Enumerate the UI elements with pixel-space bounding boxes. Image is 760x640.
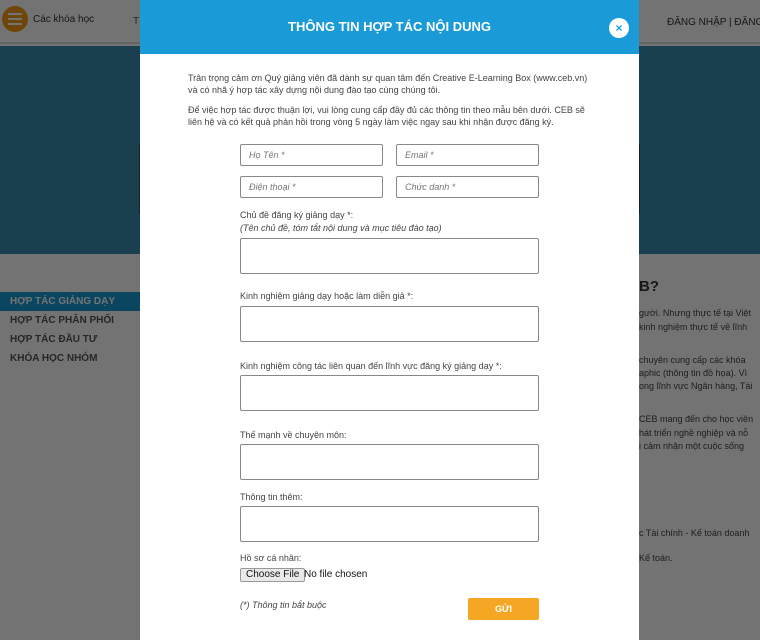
email-input[interactable] <box>396 144 539 166</box>
required-note: (*) Thông tin bắt buộc <box>240 600 327 610</box>
modal-title: THÔNG TIN HỢP TÁC NỘI DUNG <box>288 19 491 34</box>
profile-label: Hồ sơ cá nhân: <box>240 553 302 563</box>
choose-file-button[interactable]: Choose File <box>240 568 305 582</box>
work-experience-label: Kinh nghiệm công tác liên quan đến lĩnh vực đăng ký giảng dạy *: <box>240 361 502 371</box>
file-status: No file chosen <box>304 569 368 580</box>
name-input[interactable] <box>240 144 383 166</box>
topic-textarea[interactable] <box>240 238 539 274</box>
work-experience-textarea[interactable] <box>240 375 539 411</box>
modal-header <box>140 0 639 54</box>
collaboration-modal <box>140 0 639 640</box>
topic-hint: (Tên chủ đề, tóm tắt nội dung và mục tiêu đào tạo) <box>240 223 442 233</box>
intro-text: Trân trọng cảm ơn Quý giảng viên đã dành sự quan tâm đến Creative E-Learning Box (www.ceb.vn) và có nhã ý hợp tác xây dựng nội dung đào tạo cùng chúng tôi. <box>188 73 588 95</box>
phone-input[interactable] <box>240 176 383 198</box>
more-info-label: Thông tin thêm: <box>240 492 303 502</box>
submit-button[interactable]: GỬI <box>468 598 539 620</box>
strength-label: Thế mạnh về chuyên môn: <box>240 430 347 440</box>
position-input[interactable] <box>396 176 539 198</box>
strength-textarea[interactable] <box>240 444 539 480</box>
intro-text: Để việc hợp tác được thuận lợi, vui lòng cung cấp đầy đủ các thông tin theo mẫu bên dưới. CEB sẽ liên hệ và có kết quả phản hồi trong vòng 5 ngày làm việc ngay sau khi nhận được đăng ký. <box>188 105 585 127</box>
teaching-experience-label: Kinh nghiệm giảng dạy hoặc làm diễn giả *: <box>240 291 414 301</box>
topic-label: Chủ đề đăng ký giảng dạy *: <box>240 210 354 220</box>
more-info-textarea[interactable] <box>240 506 539 542</box>
teaching-experience-textarea[interactable] <box>240 306 539 342</box>
close-icon[interactable]: × <box>609 18 629 38</box>
